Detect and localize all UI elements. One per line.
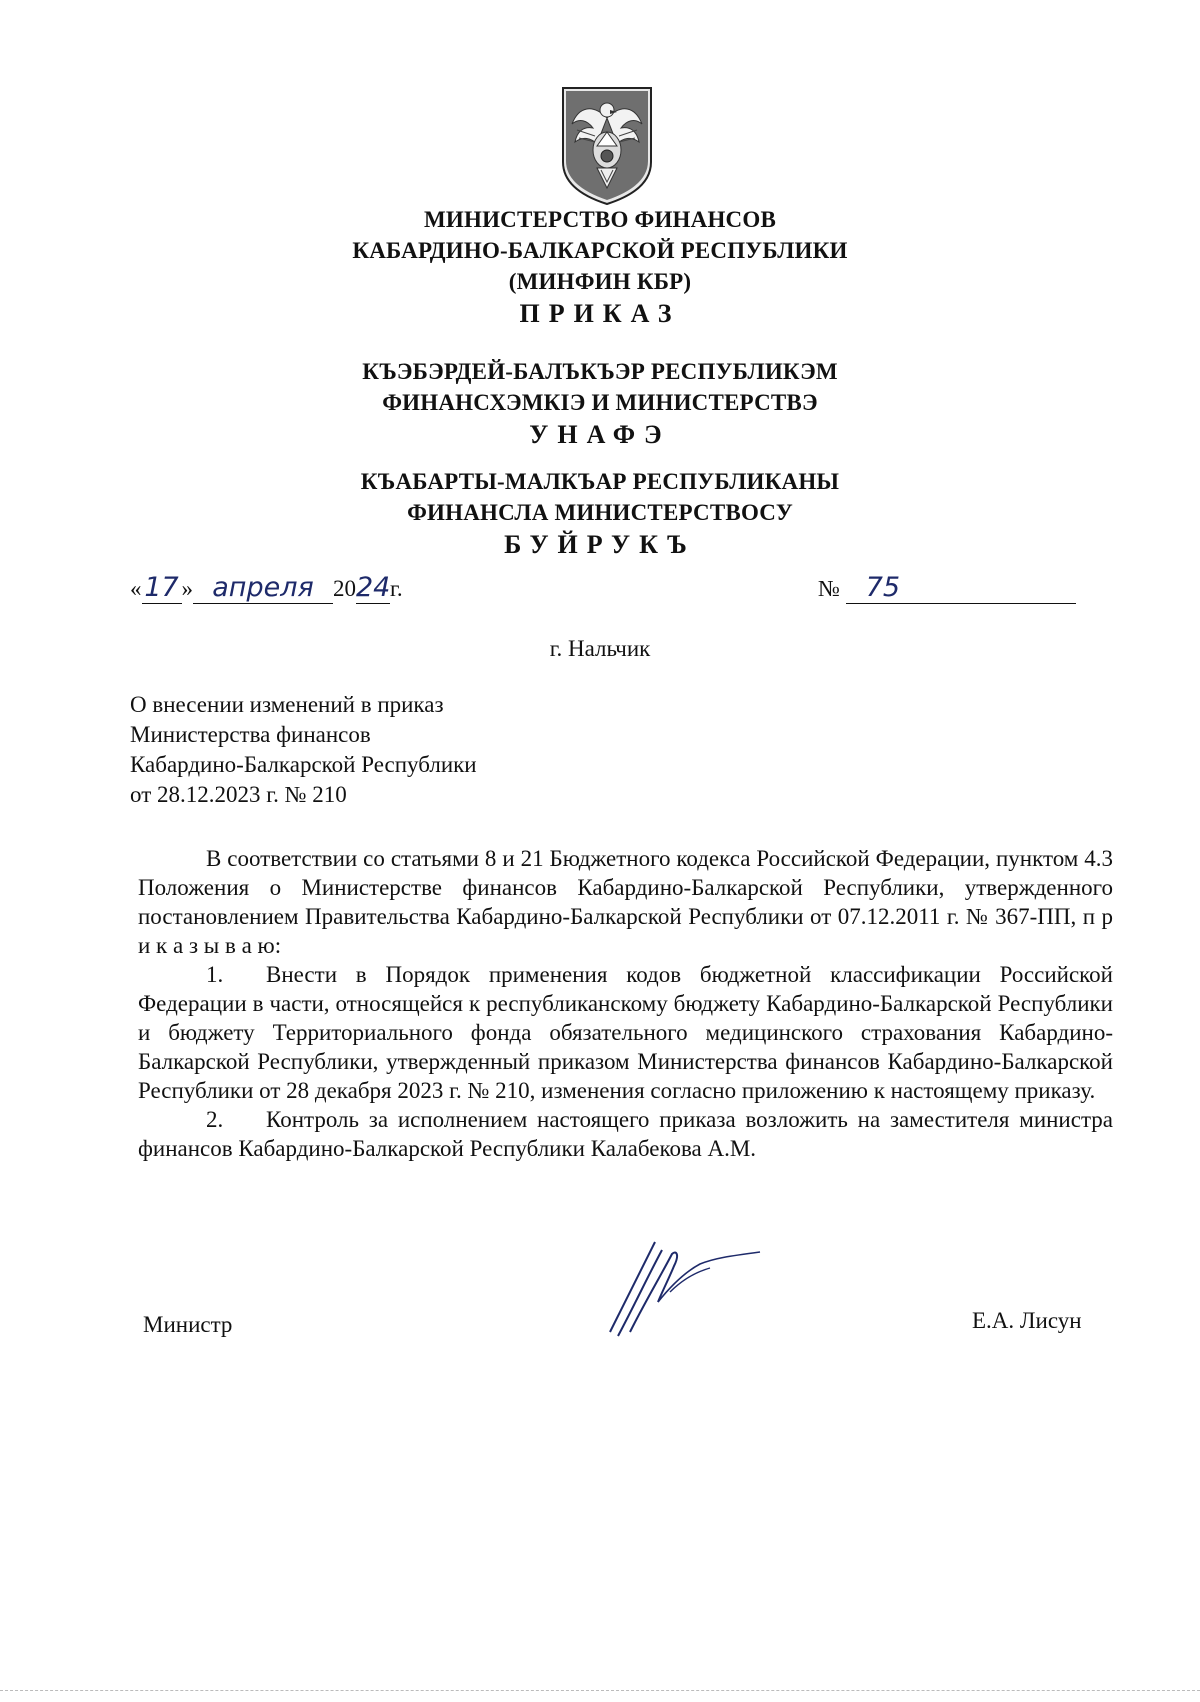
order-item [138,960,1113,1105]
subject-line: Министерства финансов [130,722,371,747]
document-type-title: БУЙРУКЪ [504,530,696,559]
subject-block [130,690,477,810]
signature-block [0,1308,1200,1392]
subject-line: от 28.12.2023 г. № 210 [130,782,347,807]
order-body [138,844,1113,1163]
number-value: 75 [846,572,1076,604]
item-text: Контроль за исполнением настоящего приказа возложить на заместителя министра финансов Кабардино-Балкарской Республики Калабекова А.М. [138,1107,1113,1161]
signatory-title: Министр [143,1312,233,1337]
scan-edge-line [0,1690,1200,1691]
document-date [130,572,403,604]
date-month: апреля [193,572,333,604]
header-russian [0,204,1200,331]
item-text: Внести в Порядок применения кодов бюджетной классификации Российской Федерации в части, относящейся к республиканскому бюджету Кабардино-Балкарской Республики и бюджету Территориального фонда обязательного медицинского страхования Кабардино-Балкарской Республики, утвержденный приказом Министерства финансов Кабардино-Балкарской Республики от 28 декабря 2023 г. № 210, изменения согласно приложению к настоящему приказу. [138,962,1113,1103]
header-line: МИНИСТЕРСТВО ФИНАНСОВ [423,207,776,232]
city-line: г. Нальчик [549,636,651,661]
number-label: № [818,576,840,601]
emblem-icon [557,84,657,206]
date-year-suffix: 24 [356,572,391,603]
handwritten-signature [600,1232,780,1342]
document-type-title: ПРИКАЗ [519,299,681,328]
header-line: ФИНАНСЛА МИНИСТЕРСТВОСУ [407,500,793,525]
subject-line: Кабардино-Балкарской Республики [130,752,477,777]
header-line: (МИНФИН КБР) [508,269,692,294]
date-close-quote: » [181,576,193,601]
header-line: КЪЭБЭРДЕЙ-БАЛЪКЪЭР РЕСПУБЛИКЭМ [362,359,838,384]
header-line: КАБАРДИНО-БАЛКАРСКОЙ РЕСПУБЛИКИ [352,238,848,263]
preamble-paragraph: В соответствии со статьями 8 и 21 Бюджетного кодекса Российской Федерации, пунктом 4.3 Положения о Министерстве финансов Кабардино-Балкарской Республики, утвержденного постановлением Правительства Кабардино-Балкарской Республики от 07.12.2011 г. № 367-ПП, п р и к а з ы в а ю: [138,846,1113,958]
signatory-name: Е.А. Лисун [972,1308,1082,1333]
date-year-prefix: 20 [333,576,356,601]
header-balkar [0,466,1200,562]
document-number [818,572,1076,604]
coat-of-arms-emblem [557,84,657,206]
subject-line: О внесении изменений в приказ [130,692,444,717]
item-number: 1. [206,962,224,987]
date-day: 17 [142,572,182,604]
header-line: КЪАБАРТЫ-МАЛКЪАР РЕСПУБЛИКАНЫ [360,469,840,494]
header-kabardian [0,356,1200,452]
order-item [138,1105,1113,1163]
date-open-quote: « [130,576,142,601]
header-line: ФИНАНСХЭМКІЭ И МИНИСТЕРСТВЭ [382,390,818,415]
date-year-abbr: г. [390,576,403,601]
document-type-title: УНАФЭ [529,420,671,449]
item-number: 2. [206,1107,224,1132]
